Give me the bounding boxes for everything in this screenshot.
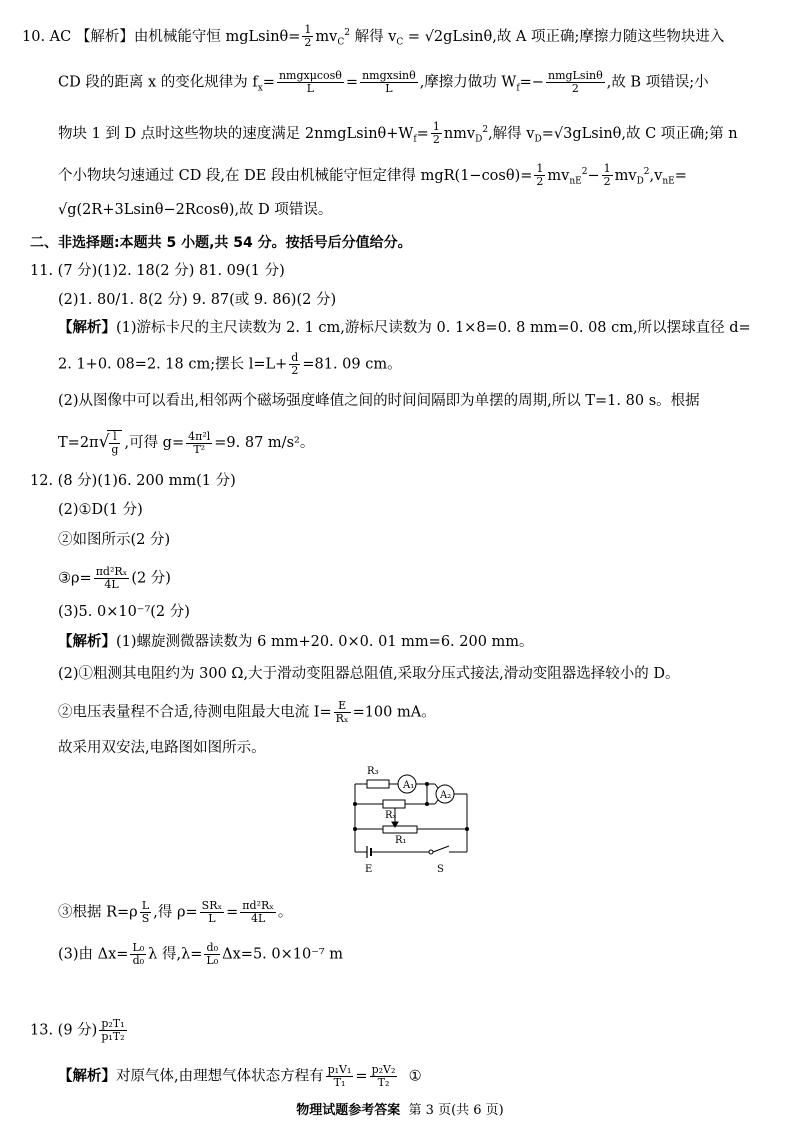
text: ,解得 v xyxy=(488,125,535,142)
footer-title: 物理试题参考答案 xyxy=(296,1103,401,1118)
frac-d0l0 xyxy=(204,942,220,967)
radical-icon: √ xyxy=(98,432,110,452)
numerator: nmgxμcosθ xyxy=(278,69,342,82)
frac-srx xyxy=(200,900,224,925)
text: λ 得,λ= xyxy=(148,946,203,963)
footer-page: 第 3 页(共 6 页) xyxy=(408,1103,504,1118)
frac-half xyxy=(431,121,442,146)
text: 2. 1+0. 08=2. 18 cm;摆长 l=L+ xyxy=(58,356,288,373)
text: =81. 09 cm。 xyxy=(302,356,402,373)
text: (1)螺旋测微器读数为 6 mm+20. 0×0. 01 mm=6. 200 mm。 xyxy=(116,634,534,650)
q13-answer xyxy=(30,1018,129,1043)
analysis-label: 【解析】 xyxy=(58,634,116,650)
label-a2: A₂ xyxy=(440,790,452,801)
switch-s xyxy=(433,846,449,852)
q11-analysis-2 xyxy=(58,352,402,377)
text: = xyxy=(226,904,239,921)
denominator: T² xyxy=(193,442,206,456)
frac-d2 xyxy=(289,352,300,377)
text: =9. 87 m/s²。 xyxy=(214,435,315,451)
text: 10. AC 【解析】由机械能守恒 mgLsinθ= xyxy=(22,28,301,45)
numerator: l xyxy=(109,431,120,444)
sqrt-expr: √2gLsinθ xyxy=(424,28,493,45)
numerator: SRₓ xyxy=(201,899,223,912)
denominator: 4L xyxy=(250,912,266,925)
frac-w xyxy=(546,70,605,95)
analysis-label: 【解析】 xyxy=(58,320,116,336)
denominator: S xyxy=(141,912,150,925)
denominator: L xyxy=(208,912,216,925)
text: 13. (9 分) xyxy=(30,1022,98,1039)
text: ,故 C 项正确;第 n xyxy=(621,125,738,142)
label-s: S xyxy=(437,864,444,875)
frac-f2 xyxy=(360,70,418,95)
frac-ls xyxy=(140,900,152,925)
text: ,可得 g= xyxy=(124,435,185,451)
text: 物块 1 到 D 点时这些物块的速度满足 2nmgLsinθ+W xyxy=(58,125,414,142)
text: = xyxy=(416,125,429,142)
text: =100 mA。 xyxy=(352,704,436,721)
numerator: nmgxsinθ xyxy=(362,69,416,82)
text: = xyxy=(262,74,275,91)
denominator: 2 xyxy=(536,175,544,189)
frac-p xyxy=(99,1018,126,1043)
numerator: p₂V₂ xyxy=(371,1063,396,1076)
q12-analysis-2: (2)①粗测其电阻约为 300 Ω,大于滑动变阻器总阻值,采取分压式接法,滑动变阻器选择较小的 D。 xyxy=(58,666,680,682)
q12-analysis-1 xyxy=(58,632,534,652)
frac-l0d0 xyxy=(130,942,146,967)
denominator: L xyxy=(306,82,315,95)
denominator: d₀ xyxy=(132,954,145,967)
q11-analysis-3: (2)从图像中可以看出,相邻两个磁场强度峰值之间的时间间隔即为单摆的周期,所以 T=1. 80 s。根据 xyxy=(58,393,700,409)
frac-f1 xyxy=(277,70,344,95)
sqrt-expr: √g(2R+3Lsinθ−2Rcosθ) xyxy=(58,202,235,218)
denominator: g xyxy=(111,443,119,456)
section-heading: 二、非选择题:本题共 5 小题,共 54 分。按括号后分值给分。 xyxy=(30,235,412,251)
text: ,故 D 项错误。 xyxy=(234,202,333,218)
denominator: 2 xyxy=(291,364,299,377)
text: nmv xyxy=(443,125,476,142)
text: ③ρ= xyxy=(58,570,92,587)
q12-answer-4 xyxy=(58,566,171,591)
numerator: πd²Rₓ xyxy=(95,565,128,578)
numerator: p₂T₁ xyxy=(101,1017,125,1030)
label-a1: A₁ xyxy=(403,780,415,791)
text: = xyxy=(674,167,687,184)
q12-answer-5: (3)5. 0×10⁻⁷(2 分) xyxy=(58,604,190,620)
q12-answer-3: ②如图所示(2 分) xyxy=(58,532,171,548)
q11-analysis-4 xyxy=(58,430,314,456)
text: = xyxy=(355,1068,368,1085)
text: 解得 v xyxy=(354,28,397,45)
q12-answer-1: 12. (8 分)(1)6. 200 mm(1 分) xyxy=(30,473,236,489)
numerator: d₀ xyxy=(204,942,220,955)
denominator: L xyxy=(385,82,393,95)
denominator: 4L xyxy=(104,578,119,591)
circuit-diagram xyxy=(345,760,485,885)
page-footer xyxy=(0,1099,800,1118)
q12-analysis-6 xyxy=(58,942,343,967)
frac-i xyxy=(334,700,351,725)
text: ,v xyxy=(649,167,663,184)
text: = xyxy=(407,28,421,45)
text: =− xyxy=(519,74,544,91)
numerator: E xyxy=(334,700,351,713)
resistor-r3 xyxy=(367,780,389,788)
q11-answer-2: (2)1. 80/1. 8(2 分) 9. 87(或 9. 86)(2 分) xyxy=(58,292,337,308)
q12-analysis-5 xyxy=(58,900,292,925)
q10-line-4: 个小物块匀速通过 CD 段,在 DE 段由机械能守恒定律得 mgR(1−cosθ)= $\frac{1}{2}$ $mv_{nE}^2-$ $\frac{1}{2}$ $mv_D^2,v_{nE}=$ xyxy=(58,162,687,189)
denominator: 2 xyxy=(432,133,440,147)
q11-answer-1: 11. (7 分)(1)2. 18(2 分) 81. 09(1 分) xyxy=(30,263,285,279)
denominator: p₁T₂ xyxy=(101,1030,125,1043)
numerator: p₁V₁ xyxy=(327,1063,352,1076)
text: Δx=5. 0×10⁻⁷ m xyxy=(222,946,344,963)
text: ③根据 R=ρ xyxy=(58,904,138,921)
frac-half xyxy=(302,24,313,49)
label-rx: Rₓ xyxy=(385,810,397,821)
label-r1: R₁ xyxy=(395,835,407,846)
q12-analysis-4: 故采用双安法,电路图如图所示。 xyxy=(58,740,266,756)
label-r3: R₃ xyxy=(367,766,379,777)
text: T=2π xyxy=(58,435,99,451)
frac-half xyxy=(534,163,545,188)
q13-analysis xyxy=(58,1064,422,1089)
text: ②电压表量程不合适,待测电阻最大电流 I= xyxy=(58,704,332,721)
q12-analysis-3 xyxy=(58,700,436,725)
frac-rho2 xyxy=(240,900,276,925)
resistor-r1 xyxy=(383,826,417,833)
text: = xyxy=(345,74,359,91)
frac-a xyxy=(326,1064,354,1089)
text: mv xyxy=(547,167,570,184)
text: − xyxy=(587,167,600,184)
q10-line-1: 10. AC 【解析】由机械能守恒 mgLsinθ= $\frac{1}{2}$ $mv_C^2$ 解得 $v_C = √2gLsin\theta$,故 A 项正确;摩擦力随这些物块进入 xyxy=(22,23,725,50)
q10-line-3: 物块 1 到 D 点时这些物块的速度满足 $2nmgLsin\theta+W_f=$ $\frac{1}{2}$ nmv$_D^2$,解得 $v_D=√3gLsin\theta$,故 C 项正确;第 n xyxy=(58,120,738,147)
text: = xyxy=(541,125,554,142)
text: ,故 A 项正确;摩擦力随这些物块进入 xyxy=(492,28,725,45)
sqrt-expr: √3gLsinθ xyxy=(553,125,622,142)
text: 个小物块匀速通过 CD 段,在 DE 段由机械能守恒定律得 mgR(1−cosθ)= xyxy=(58,167,533,184)
text: ,摩擦力做功 W xyxy=(419,74,517,91)
frac-g xyxy=(186,431,212,456)
denominator: 2 xyxy=(571,82,579,95)
text: (2 分) xyxy=(131,570,171,587)
numerator: L₀ xyxy=(132,941,145,954)
denominator: Rₓ xyxy=(335,712,349,725)
q10-line-5 xyxy=(58,200,332,220)
frac-lg xyxy=(107,430,122,456)
denominator: T₁ xyxy=(333,1076,346,1089)
analysis-label: 【解析】 xyxy=(58,1068,116,1085)
numerator: L xyxy=(140,900,152,913)
numerator: 1 xyxy=(603,162,611,176)
text: mv xyxy=(614,167,637,184)
q10-line-2: CD 段的距离 x 的变化规律为 $f_x=$ $\frac{\text{nmgxμcosθ}}{L}$ = $\frac{\text{nmgxsinθ}}{L}$ ,摩擦力做功 $W_f=-$ $\frac{\text{nmgLsinθ}}{2}$ ,故 B 项错误;小 xyxy=(58,69,709,95)
text: (1)游标卡尺的主尺读数为 2. 1 cm,游标尺读数为 0. 1×8=0. 8 mm=0. 08 cm,所以摆球直径 d= xyxy=(116,320,751,336)
denominator: L₀ xyxy=(206,954,219,967)
frac-rho xyxy=(94,566,130,591)
text: CD 段的距离 x 的变化规律为 f xyxy=(58,74,258,91)
numerator: 1 xyxy=(432,120,440,134)
numerator: 1 xyxy=(536,162,544,176)
text: ,得 ρ= xyxy=(153,904,198,921)
resistor-rx xyxy=(383,800,405,808)
frac-b xyxy=(370,1064,398,1089)
text: 对原气体,由理想气体状态方程有 xyxy=(116,1068,324,1085)
numerator: nmgLsinθ xyxy=(547,69,603,82)
frac-half xyxy=(602,163,613,188)
numerator: 1 xyxy=(304,23,312,37)
q12-answer-2: (2)①D(1 分) xyxy=(58,502,143,518)
text: ,故 B 项错误;小 xyxy=(606,74,709,91)
label-e: E xyxy=(365,864,373,875)
numerator: d xyxy=(291,351,299,364)
q11-analysis-1 xyxy=(58,318,751,338)
numerator: πd²Rₓ xyxy=(242,899,274,912)
denominator: T₂ xyxy=(377,1076,390,1089)
numerator: 4π²l xyxy=(188,429,211,443)
text: (3)由 Δx= xyxy=(58,946,129,963)
text: 。 xyxy=(277,904,293,921)
text: ① xyxy=(408,1068,422,1085)
denominator: 2 xyxy=(304,36,312,50)
denominator: 2 xyxy=(603,175,611,189)
